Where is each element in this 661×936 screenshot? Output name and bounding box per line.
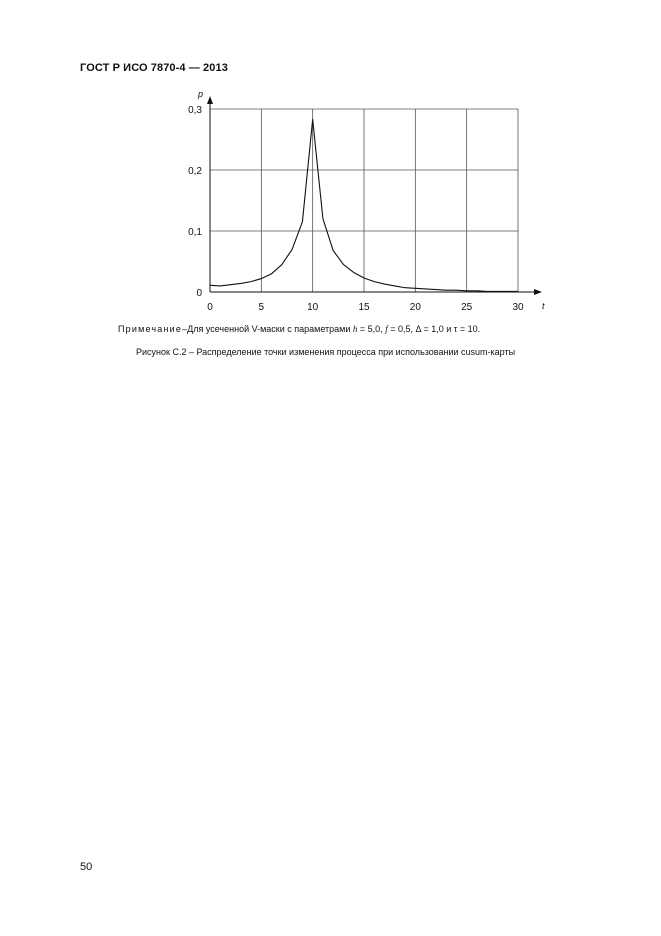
x-tick-label: 0 [207,302,213,313]
tick-labels [188,105,524,313]
figure-note [118,324,480,334]
x-axis-arrow [534,289,542,295]
figure-caption: Рисунок C.2 – Распределение точки изменения процесса при использовании cusum-карты [136,347,516,357]
page-number: 50 [80,861,93,873]
chart [0,0,661,330]
x-tick-label: 10 [307,302,319,313]
note-dash: – [182,324,188,334]
note-text-2: = 5,0, [357,324,386,334]
x-tick-label: 30 [512,302,524,313]
x-axis-label: t [542,301,545,311]
x-tick-label: 15 [358,302,370,313]
y-axis-arrow [207,96,213,104]
note-var-h: h [352,324,358,334]
grid-lines [210,109,518,292]
note-text-1: Для усеченной V-маски с параметрами [187,324,353,334]
document-header: ГОСТ Р ИСО 7870-4 — 2013 [80,62,228,74]
y-tick-label: 0,3 [188,105,202,116]
x-tick-label: 5 [258,302,265,313]
note-text-3: = 0,5, Δ = 1,0 и τ = 10. [387,324,481,334]
note-var-f: f [385,324,388,334]
y-axis-label: p [198,89,204,99]
x-tick-label: 20 [409,302,421,313]
axes [207,96,542,295]
y-tick-label: 0 [196,288,202,299]
y-tick-label: 0,2 [188,166,202,177]
y-tick-label: 0,1 [188,227,202,238]
x-tick-label: 25 [461,302,473,313]
note-prefix: Примечание [118,324,183,334]
